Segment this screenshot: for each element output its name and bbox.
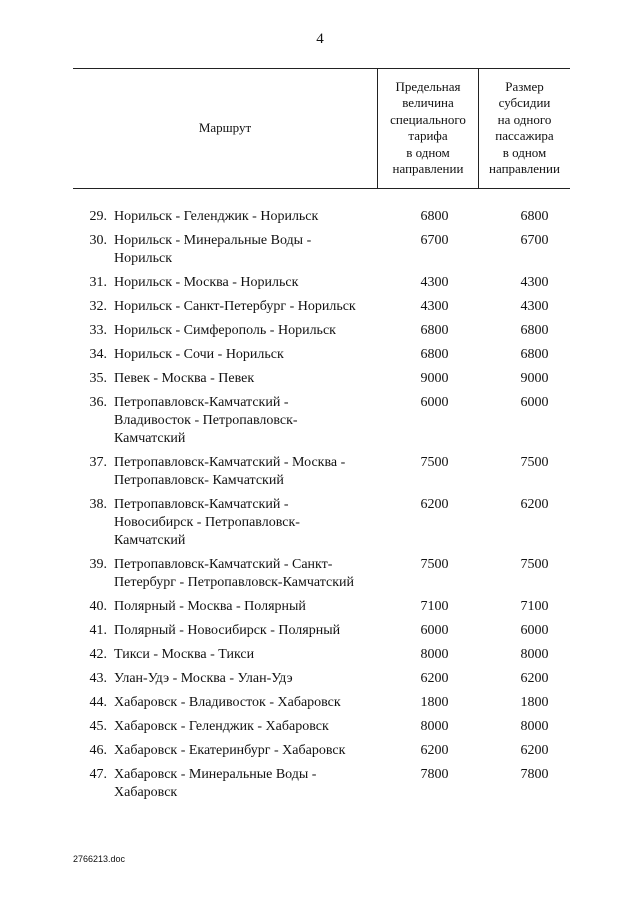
- tariff-value: 6800: [420, 323, 449, 338]
- row-number: 30.: [89, 233, 107, 248]
- subsidy-value: 7800: [520, 767, 549, 782]
- route-name: [107, 556, 382, 592]
- document-filename: 2766213.doc: [73, 854, 126, 864]
- header-tariff-line: в одном: [406, 144, 450, 160]
- route-name: [107, 622, 382, 640]
- route-name: [107, 598, 382, 616]
- header-tariff-line: специального: [390, 111, 466, 127]
- header-subsidy-line: субсидии: [498, 95, 551, 110]
- table-row: [73, 742, 570, 760]
- tariff-value: 7800: [420, 767, 449, 782]
- subsidy-value: 7500: [520, 455, 549, 470]
- header-tariff-label: [390, 79, 466, 178]
- subsidy-value: 7100: [520, 599, 549, 614]
- subsidy-value: 6800: [520, 209, 549, 224]
- row-number: 32.: [89, 299, 107, 314]
- tariff-value: 9000: [420, 371, 449, 386]
- row-number: 36.: [89, 395, 107, 410]
- route-name: [107, 694, 382, 712]
- route-name-line: Петербург - Петропавловск-Камчатский: [114, 575, 354, 590]
- tariff-value: 8000: [420, 647, 449, 662]
- route-name: [107, 274, 382, 292]
- table-row: [73, 454, 570, 490]
- route-name: [107, 766, 382, 802]
- row-number: 40.: [89, 599, 107, 614]
- header-subsidy-line: направлении: [489, 161, 560, 176]
- header-tariff-line: величина: [402, 95, 454, 110]
- subsidy-value: 7500: [520, 557, 549, 572]
- row-number: 33.: [89, 323, 107, 338]
- tariff-value: 4300: [420, 299, 449, 314]
- route-name-line: Норильск - Минеральные Воды -: [114, 233, 312, 248]
- row-number: 38.: [89, 497, 107, 512]
- table-row: [73, 718, 570, 736]
- table-row: [73, 370, 570, 388]
- route-name: [107, 394, 382, 448]
- route-name: [107, 346, 382, 364]
- table-row: [73, 766, 570, 802]
- table-row: [73, 496, 570, 550]
- tariff-value: 6800: [420, 209, 449, 224]
- subsidy-value: 6200: [520, 671, 549, 686]
- row-number: 29.: [89, 209, 107, 224]
- subsidy-value: 6200: [520, 743, 549, 758]
- route-name: [107, 298, 382, 316]
- route-name-line: Хабаровск - Владивосток - Хабаровск: [114, 695, 341, 710]
- header-subsidy-line: на одного: [497, 111, 552, 127]
- table-header-rule: [73, 188, 570, 189]
- route-name-line: Владивосток - Петропавловск-: [114, 413, 298, 428]
- table-row: [73, 322, 570, 340]
- tariff-value: 6200: [420, 497, 449, 512]
- header-route: [73, 68, 377, 188]
- subsidy-value: 4300: [520, 275, 549, 290]
- row-number: 34.: [89, 347, 107, 362]
- subsidy-value: 6000: [520, 623, 549, 638]
- route-name-line: Норильск - Москва - Норильск: [114, 275, 299, 290]
- row-number: 45.: [89, 719, 107, 734]
- row-number: 31.: [89, 275, 107, 290]
- row-number: 44.: [89, 695, 107, 710]
- header-subsidy-label: [489, 79, 560, 178]
- table-row: [73, 646, 570, 664]
- subsidy-value: 1800: [520, 695, 549, 710]
- tariff-value: 6700: [420, 233, 449, 248]
- table-row: [73, 694, 570, 712]
- route-name-line: Хабаровск: [114, 785, 178, 800]
- header-subsidy-line: пассажира: [495, 128, 554, 143]
- header-tariff: [378, 68, 478, 188]
- subsidy-value: 8000: [520, 647, 549, 662]
- header-tariff-line: Предельная: [395, 78, 461, 94]
- route-name-line: Петропавловск-Камчатский - Санкт-: [114, 557, 333, 572]
- table-row: [73, 670, 570, 688]
- tariff-value: 6200: [420, 743, 449, 758]
- tariff-value: 7100: [420, 599, 449, 614]
- tariff-value: 1800: [420, 695, 449, 710]
- row-number: 43.: [89, 671, 107, 686]
- route-name-line: Норильск - Геленджик - Норильск: [114, 209, 319, 224]
- table-row: [73, 298, 570, 316]
- header-subsidy: [479, 68, 570, 188]
- row-number: 37.: [89, 455, 107, 470]
- table-row: [73, 208, 570, 226]
- row-number: 41.: [89, 623, 107, 638]
- header-subsidy-line: в одном: [502, 144, 547, 160]
- route-name: [107, 454, 382, 490]
- route-name-line: Петропавловск-Камчатский -: [114, 497, 289, 512]
- row-number: 35.: [89, 371, 107, 386]
- route-name: [107, 646, 382, 664]
- table-row: [73, 622, 570, 640]
- tariff-value: 6200: [420, 671, 449, 686]
- route-name-line: Хабаровск - Екатеринбург - Хабаровск: [114, 743, 346, 758]
- route-name-line: Певек - Москва - Певек: [114, 371, 255, 386]
- subsidy-value: 6200: [520, 497, 549, 512]
- route-name-line: Норильск - Санкт-Петербург - Норильск: [114, 299, 356, 314]
- route-name-line: Норильск: [114, 251, 172, 266]
- route-name-line: Тикси - Москва - Тикси: [114, 647, 255, 662]
- route-name: [107, 232, 382, 268]
- route-name: [107, 496, 382, 550]
- tariff-value: 6000: [420, 623, 449, 638]
- row-number: 39.: [89, 557, 107, 572]
- subsidy-value: 4300: [520, 299, 549, 314]
- header-tariff-line: тарифа: [408, 128, 448, 143]
- route-name: [107, 208, 382, 226]
- table-row: [73, 274, 570, 292]
- tariff-value: 7500: [420, 455, 449, 470]
- route-name-line: Норильск - Сочи - Норильск: [114, 347, 284, 362]
- tariff-value: 6000: [420, 395, 449, 410]
- route-name: [107, 718, 382, 736]
- route-name: [107, 322, 382, 340]
- row-number: 42.: [89, 647, 107, 662]
- route-name-line: Полярный - Новосибирск - Полярный: [114, 623, 341, 638]
- subsidy-value: 6700: [520, 233, 549, 248]
- route-name-line: Новосибирск - Петропавловск-: [114, 515, 300, 530]
- routes-table-body: [73, 208, 570, 808]
- route-name-line: Норильск - Симферополь - Норильск: [114, 323, 336, 338]
- route-name-line: Хабаровск - Геленджик - Хабаровск: [114, 719, 329, 734]
- table-row: [73, 394, 570, 448]
- subsidy-value: 6800: [520, 347, 549, 362]
- tariff-value: 8000: [420, 719, 449, 734]
- route-name-line: Петропавловск-Камчатский - Москва -: [114, 455, 346, 470]
- subsidy-value: 6800: [520, 323, 549, 338]
- table-row: [73, 346, 570, 364]
- route-name: [107, 742, 382, 760]
- route-name-line: Камчатский: [114, 431, 186, 446]
- route-name-line: Петропавловск-Камчатский -: [114, 395, 289, 410]
- route-name-line: Улан-Удэ - Москва - Улан-Удэ: [114, 671, 293, 686]
- table-row: [73, 232, 570, 268]
- table-row: [73, 556, 570, 592]
- page-number: 4: [316, 31, 324, 47]
- subsidy-value: 9000: [520, 371, 549, 386]
- row-number: 47.: [89, 767, 107, 782]
- header-route-label: Маршрут: [198, 119, 252, 135]
- tariff-value: 4300: [420, 275, 449, 290]
- route-name-line: Хабаровск - Минеральные Воды -: [114, 767, 317, 782]
- table-row: [73, 598, 570, 616]
- route-name-line: Полярный - Москва - Полярный: [114, 599, 306, 614]
- tariff-value: 7500: [420, 557, 449, 572]
- route-name-line: Петропавловск- Камчатский: [114, 473, 284, 488]
- header-subsidy-line: Размер: [505, 78, 544, 94]
- route-name: [107, 670, 382, 688]
- tariff-value: 6800: [420, 347, 449, 362]
- route-name-line: Камчатский: [114, 533, 186, 548]
- row-number: 46.: [89, 743, 107, 758]
- subsidy-value: 6000: [520, 395, 549, 410]
- subsidy-value: 8000: [520, 719, 549, 734]
- route-name: [107, 370, 382, 388]
- header-tariff-line: направлении: [392, 161, 464, 176]
